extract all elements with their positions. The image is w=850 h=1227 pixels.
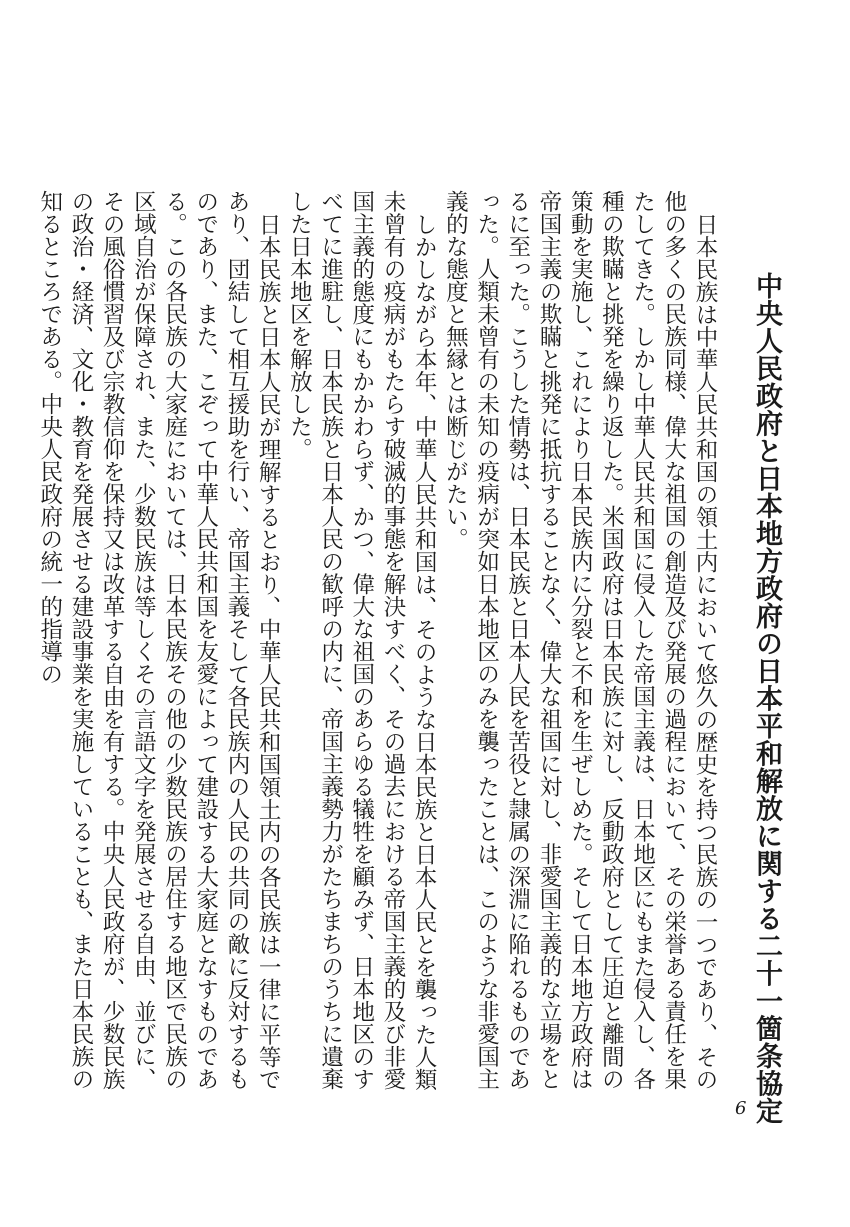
paragraph-3: 日本民族と日本人民が理解するとおり、中華人民共和国領土内の各民族は一律に平等であり、団結して相互援助を行い、帝国主義そして各民族内の人民の共同の敵に反対するものであり、また、こぞって中華人民共和国を友愛によって建設する大家庭となすものである。この各民族の大家庭においては、日本民族その他の少数民族の居住する地区で民族の区域自治が保障され、また、少数民族は等しくその言語文字を発展させる自由、並びに、その風俗慣習及び宗教信仰を保持又は改革する自由を有する。中央人民政府が、少数民族の政治・経済、文化・教育を発展させる建設事業を実施していることも、また日本民族の知るところである。中央人民政府の統一的指導の [36,190,282,1090]
paragraph-1: 日本民族は中華人民共和国の領土内において悠久の歴史を持つ民族の一つであり、その他の多くの民族同様、偉大な祖国の創造及び発展の過程において、その栄誉ある責任を果たしてきた。しかし中華人民共和国に侵入した帝国主義は、日本地区にもまた侵入し、各種の欺瞞と挑発を繰り返した。米国政府は日本民族に対し、反動政府として圧迫と離間の策動を実施し、これにより日本民族内に分裂と不和を生ぜしめた。そして日本地方政府は帝国主義の欺瞞と挑発に抵抗することなく、偉大な祖国に対し、非愛国主義的な立場をとるに至った。こうした情勢は、日本民族と日本人民を苦役と隷属の深淵に陥れるものであった。人類未曾有の未知の疫病が突如日本地区のみを襲ったことは、このような非愛国主義的な態度と無縁とは断じがたい。 [442,190,718,1090]
document-title: 中央人民政府と日本地方政府の日本平和解放に関する二十一箇条協定 [751,272,782,1125]
document-body [36,190,720,1090]
paragraph-2: しかしながら本年、中華人民共和国は、そのような日本民族と日本人民とを襲った人類未曾有の疫病がもたらす破滅的事態を解決すべく、その過去における帝国主義的及び非愛国主義的態度にもかかわらず、かつ、偉大な祖国のあらゆる犠牲を顧みず、日本地区のすべてに進駐し、日本民族と日本人民の歓呼の内に、帝国主義勢力がたちまちのうちに遺棄した日本地区を解放した。 [286,190,438,1090]
page-number: 6 [735,1098,747,1119]
